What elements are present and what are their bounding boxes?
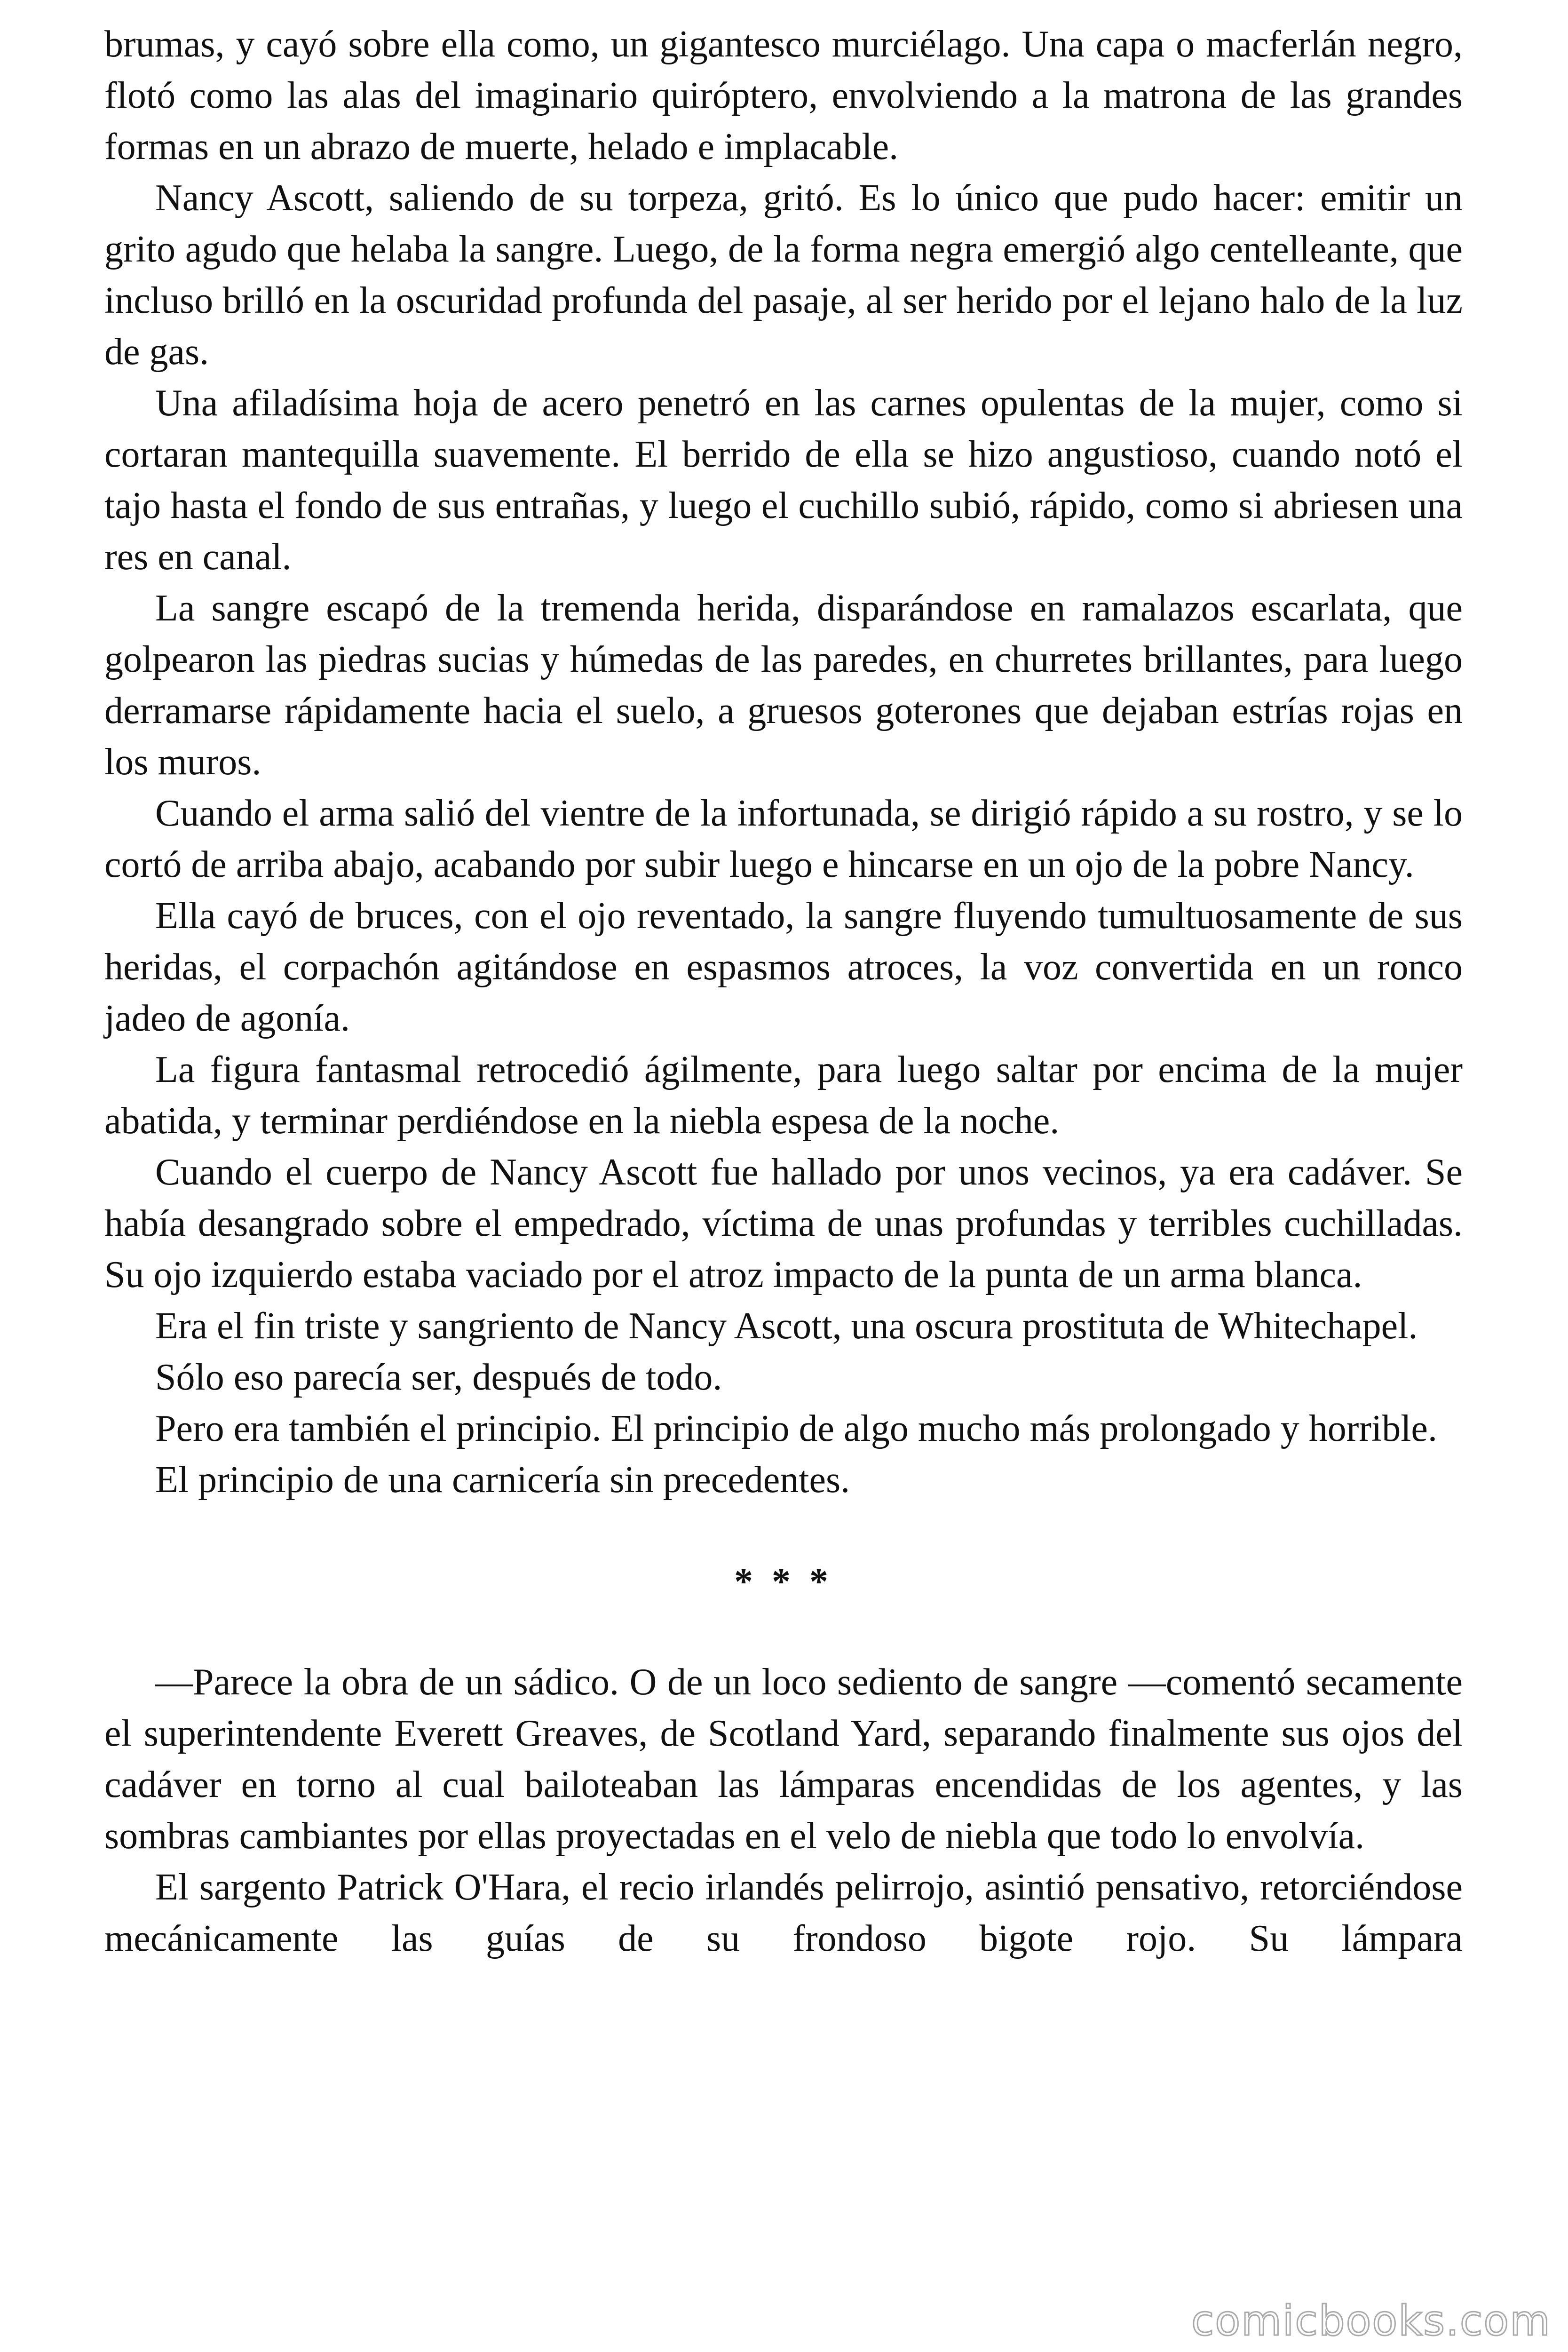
section-separator: * * * (734, 1561, 833, 1603)
watermark: comicbooks.com (1191, 2296, 1551, 2345)
paragraph: Ella cayó de bruces, con el ojo reventado, la sangre fluyendo tumultuosamente de sus heridas, el corpachón agitándose en espasmos atroces, la voz convertida en un ronco jadeo de agonía. (104, 895, 1463, 1039)
paragraph: Pero era también el principio. El principio de algo mucho más prolongado y horrible. (155, 1408, 1437, 1449)
paragraph: Cuando el cuerpo de Nancy Ascott fue hallado por unos vecinos, ya era cadáver. Se había desangrado sobre el empedrado, víctima de unas profundas y terribles cuchilladas. Su ojo izquierdo estaba vaciado por el atroz impacto de la punta de un arma blanca. (104, 1152, 1463, 1295)
paragraph: Cuando el arma salió del vientre de la infortunada, se dirigió rápido a su rostro, y se lo cortó de arriba abajo, acabando por subir luego e hincarse en un ojo de la pobre Nancy. (104, 793, 1463, 885)
paragraph: Era el fin triste y sangriento de Nancy Ascott, una oscura prostituta de Whitechapel. (155, 1305, 1418, 1347)
paragraph: Sólo eso parecía ser, después de todo. (155, 1357, 722, 1398)
paragraph: Nancy Ascott, saliendo de su torpeza, gritó. Es lo único que pudo hacer: emitir un grito agudo que helaba la sangre. Luego, de la forma negra emergió algo centelleante, que incluso brilló en la oscuridad profunda del pasaje, al ser herido por el lejano halo de la luz de gas. (104, 177, 1463, 373)
paragraph: Una afiladísima hoja de acero penetró en las carnes opulentas de la mujer, como si cortaran mantequilla suavemente. El berrido de ella se hizo angustioso, cuando notó el tajo hasta el fondo de sus entrañas, y luego el cuchillo subió, rápido, como si abriesen una res en canal. (104, 382, 1463, 578)
paragraph: brumas, y cayó sobre ella como, un gigantesco murciélago. Una capa o macferlán negro, flotó como las alas del imaginario quiróptero, envolviendo a la matrona de las grandes formas en un abrazo de muerte, helado e implacable. (104, 24, 1463, 167)
paragraph: —Parece la obra de un sádico. O de un loco sediento de sangre —comentó secamente el superintendente Everett Greaves, de Scotland Yard, separando finalmente sus ojos del cadáver en torno al cual bailoteaban las lámparas encendidas de los agentes, y las sombras cambiantes por ellas proyectadas en el velo de niebla que todo lo envolvía. (104, 1661, 1463, 1857)
paragraph: El principio de una carnicería sin precedentes. (155, 1459, 850, 1501)
page-body (104, 19, 1463, 1964)
paragraph: La figura fantasmal retrocedió ágilmente, para luego saltar por encima de la mujer abatida, y terminar perdiéndose en la niebla espesa de la noche. (104, 1049, 1463, 1142)
paragraph: El sargento Patrick O'Hara, el recio irlandés pelirrojo, asintió pensativo, retorciéndose mecánicamente las guías de su frondoso bigote rojo. Su lámpara (104, 1867, 1463, 1959)
paragraph: La sangre escapó de la tremenda herida, disparándose en ramalazos escarlata, que golpearon las piedras sucias y húmedas de las paredes, en churretes brillantes, para luego derramarse rápidamente hacia el suelo, a gruesos goterones que dejaban estrías rojas en los muros. (104, 588, 1463, 783)
